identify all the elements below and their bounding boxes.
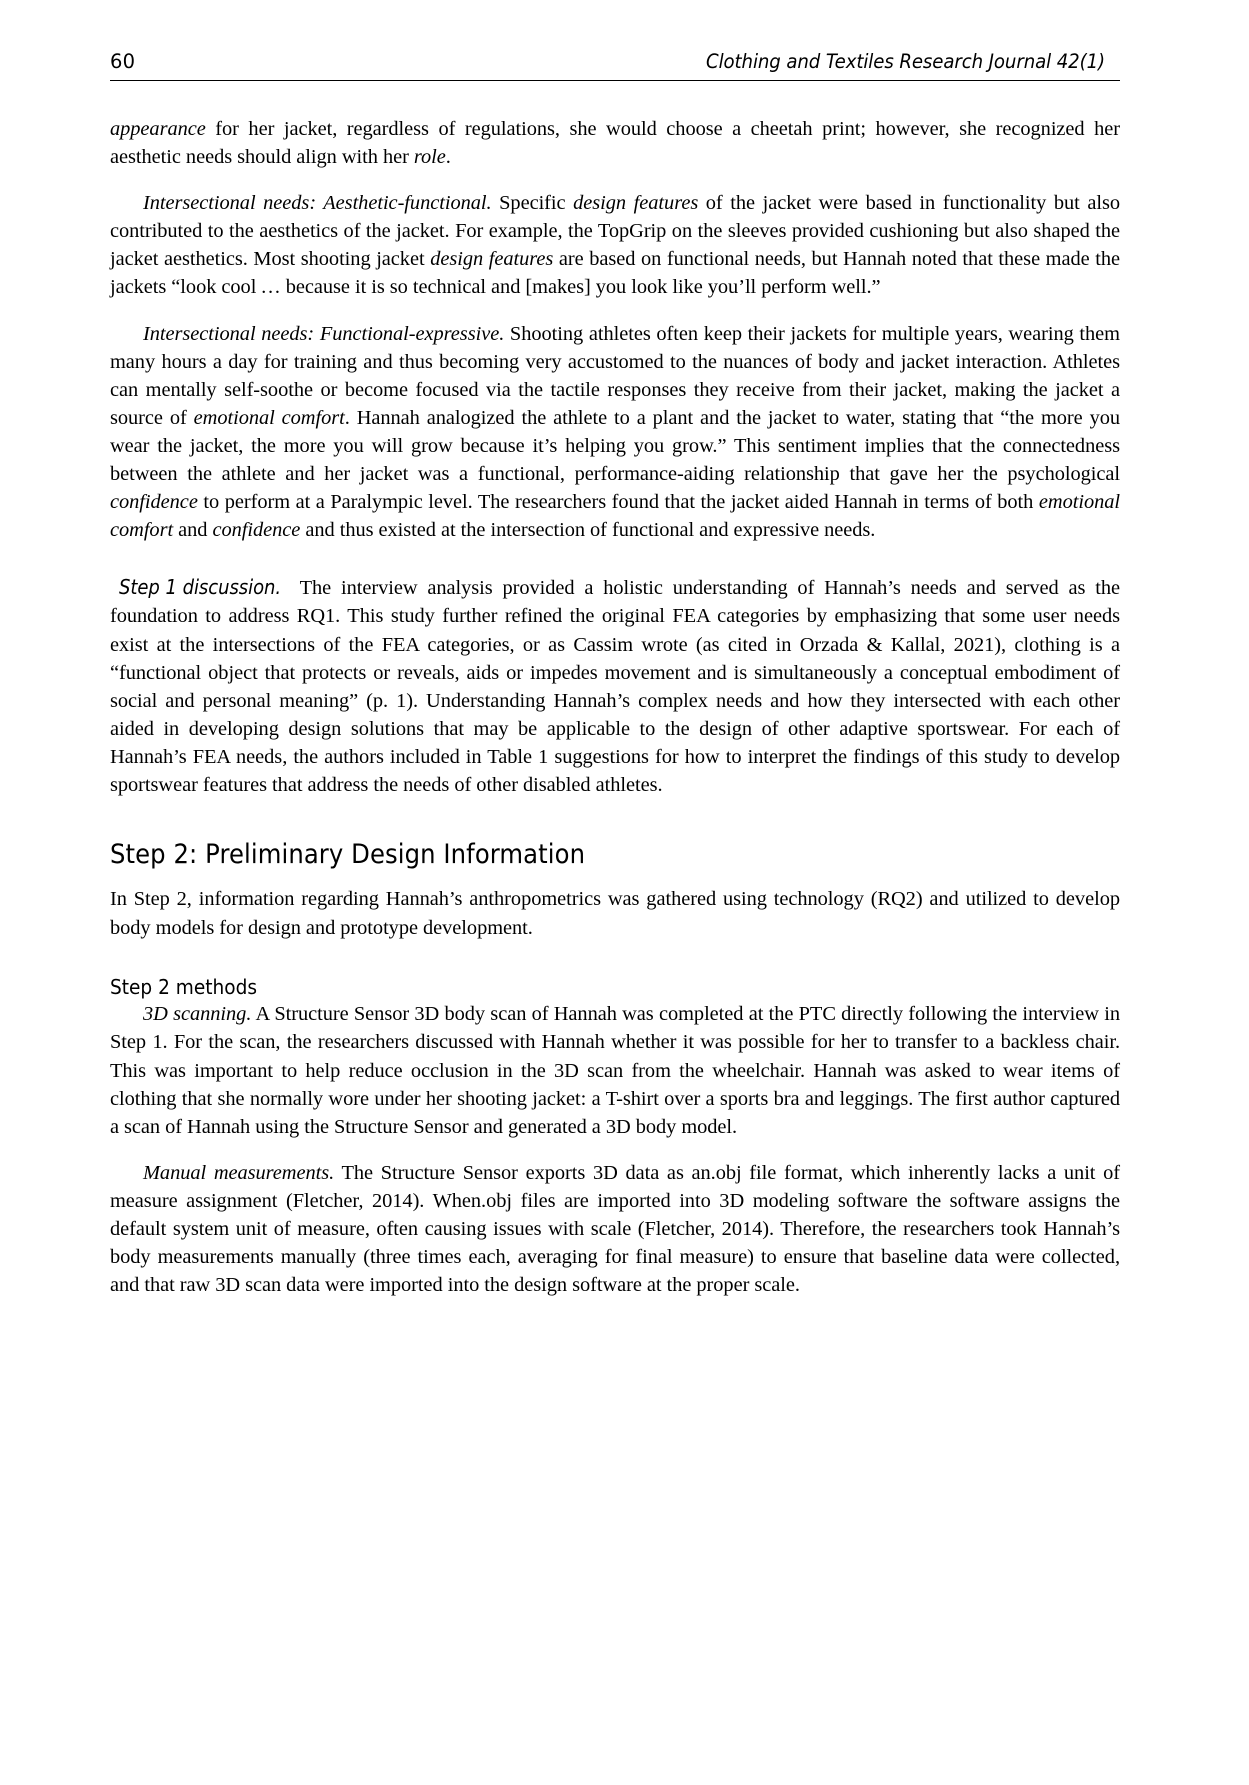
paragraph-text: of the jacket were based in functionality but also contributed to the aesthetics of the jacket. For example, the TopGrip on the sleeves provided cushioning but also shaped the jacket aesthetics. Most shooting jacket	[110, 192, 1120, 271]
paragraph-text: Specific	[491, 192, 574, 215]
heading-step2: Step 2: Preliminary Design Information	[110, 839, 586, 871]
paragraph-text: and thus existed at the intersection of functional and expressive needs.	[300, 519, 876, 542]
paragraph-text-end: .	[445, 146, 451, 169]
paragraph-step1-discussion	[110, 573, 1120, 799]
paragraph-text: and	[173, 519, 213, 542]
italic-term-emotional-comfort-2: emotional comfort	[110, 491, 1120, 542]
paragraph-text: Shooting athletes often keep their jackets for multiple years, wearing them many hours a day for training and thus becoming very accustomed to the nuances of body and jacket interaction. Athletes can mentally self-soothe or become focused via the tactile responses they receive from their jacket, making the jacket a source of	[110, 322, 1120, 429]
italic-term-confidence-2: confidence	[212, 519, 301, 542]
runin-heading-aesthetic-functional: Intersectional needs: Aesthetic-functional.	[143, 192, 492, 215]
paragraph-text: The interview analysis provided a holistic understanding of Hannah’s needs and served as the foundation to address RQ1. This study further refined the original FEA categories by emphasizing that some user needs exist at the intersections of the FEA categories, or as Cassim wrote (as cited in Orzada & Kallal, 2021), clothing is a “functional object that protects or reveals, aids or impedes movement and is simultaneously a conceptual embodiment of social and personal meaning” (p. 1). Understanding Hannah’s complex needs and how they intersected with each other aided in developing design solutions that may be applicable to the design of other adaptive sportswear. For each of Hannah’s FEA needs, the authors included in Table 1 suggestions for how to interpret the findings of this study to develop sportswear features that address the needs of other disabled athletes.	[110, 577, 1120, 796]
paragraph-text: A Structure Sensor 3D body scan of Hannah was completed at the PTC directly following the interview in Step 1. For the scan, the researchers discussed with Hannah whether it was possible for her to transfer to a backless chair. This was important to help reduce occlusion in the 3D scan from the wheelchair. Hannah was asked to wear items of clothing that she normally wore under her shooting jacket: a T-shirt over a sports bra and leggings. The first author captured a scan of Hannah using the Structure Sensor and generated a 3D body model.	[110, 1003, 1120, 1138]
paragraph-step2-intro: In Step 2, information regarding Hannah’s anthropometrics was gathered using technology (RQ2) and utilized to develop body models for design and prototype development.	[110, 888, 1120, 939]
runin-heading-3d-scanning: 3D scanning.	[143, 1003, 252, 1026]
paragraph-aesthetic-functional	[110, 189, 1120, 301]
paragraph-3d-scanning	[110, 1000, 1120, 1140]
paragraph-text: . Hannah analogized the athlete to a plant and the jacket to water, stating that “the more you wear the jacket, the more you will grow because it’s helping you grow.” This sentiment implies that the connectedness between the athlete and her jacket was a functional, performance-aiding relationship that gave her the psychological	[110, 406, 1121, 486]
italic-term-emotional-comfort: emotional comfort	[193, 406, 345, 429]
paragraph-functional-expressive	[110, 320, 1120, 545]
paragraph-text: for her jacket, regardless of regulations, she would choose a cheetah print; however, she recognized her aesthetic needs should align with her	[110, 118, 1120, 169]
italic-term-role: role	[413, 146, 446, 169]
runin-heading-step1-discussion: Step 1 discussion.	[119, 575, 282, 600]
italic-term-design-features: design features	[573, 192, 699, 215]
running-head	[110, 50, 1120, 81]
italic-term-appearance: appearance	[110, 118, 206, 140]
journal-title: Clothing and Textiles Research Journal 42(1)	[705, 50, 1105, 73]
paragraph-continued	[110, 115, 1120, 171]
paragraph-text: to perform at a Paralympic level. The researchers found that the jacket aided Hannah in terms of both	[197, 491, 1039, 514]
runin-heading-manual-measurements: Manual measurements.	[143, 1161, 335, 1184]
page-number: 60	[110, 50, 136, 73]
italic-term-confidence: confidence	[110, 491, 198, 514]
italic-term-design-features-2: design features	[430, 248, 554, 271]
paragraph-manual-measurements	[110, 1159, 1120, 1299]
paragraph-text: The Structure Sensor exports 3D data as an.obj file format, which inherently lacks a unit of measure assignment (Fletcher, 2014). When.obj files are imported into 3D modeling software the software assigns the default system unit of measure, often causing issues with scale (Fletcher, 2014). Therefore, the researchers took Hannah’s body measurements manually (three times each, averaging for final measure) to ensure that baseline data were collected, and that raw 3D scan data were imported into the design software at the proper scale.	[110, 1161, 1120, 1297]
page-content	[110, 50, 1120, 1299]
heading-step2-methods: Step 2 methods	[110, 974, 258, 999]
paragraph-text: are based on functional needs, but Hannah noted that these made the jackets “look cool … because it is so technical and [makes] you look like you’ll perform well.”	[110, 248, 1121, 299]
runin-heading-functional-expressive: Intersectional needs: Functional-expressive.	[143, 322, 505, 345]
